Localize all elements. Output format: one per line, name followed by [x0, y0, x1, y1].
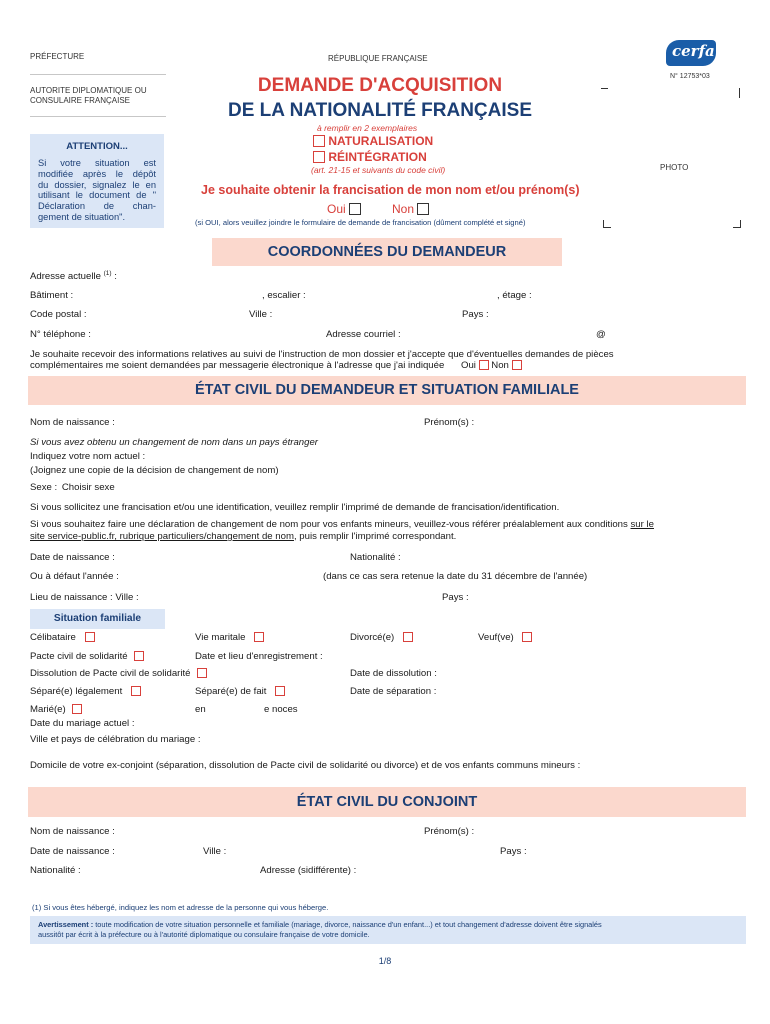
prefecture-label: PRÉFECTURE — [30, 52, 85, 61]
veuf-option[interactable] — [478, 632, 532, 643]
pacs-checkbox[interactable] — [134, 651, 144, 661]
etat-civil-band — [28, 376, 746, 405]
celibataire-option[interactable] — [30, 632, 95, 643]
etage-label: , étage : — [497, 290, 532, 301]
dissolution-pacs-option[interactable] — [30, 668, 207, 679]
conjoint-date-naissance-label: Date de naissance : — [30, 846, 115, 857]
separe-legalement-checkbox[interactable] — [131, 686, 141, 696]
autorite-line: AUTORITE DIPLOMATIQUE OU — [30, 86, 147, 95]
conjoint-title: ÉTAT CIVIL DU CONJOINT — [296, 794, 478, 810]
marie-option[interactable] — [30, 704, 82, 715]
attention-line: Si votre situation est — [38, 158, 156, 168]
attention-line: gement de situation". — [38, 211, 126, 222]
batiment-label: Bâtiment : — [30, 290, 74, 301]
service-public-link[interactable]: site service-public.fr, rubrique particuliers/changement de nom — [30, 531, 294, 542]
etat-civil-title: ÉTAT CIVIL DU DEMANDEUR ET SITUATION FAMILIALE — [195, 382, 579, 398]
cerfa-logo-text: cerfa — [672, 42, 715, 60]
escalier-label: , escalier : — [262, 290, 306, 301]
veuf-checkbox[interactable] — [522, 632, 532, 642]
changement-nom-note: Si vous avez obtenu un changement de nom dans un pays étranger — [30, 437, 319, 448]
coordonnees-title: COORDONNÉES DU DEMANDEUR — [267, 244, 507, 260]
conjoint-ville-label: Ville : — [203, 846, 227, 857]
avertissement-line-1 — [38, 920, 602, 929]
photo-corner — [733, 220, 741, 228]
lieu-mariage-label: Ville et pays de célébration du mariage : — [30, 734, 201, 745]
conjoint-prenoms-label: Prénom(s) : — [424, 826, 475, 837]
nom-actuel-label: Indiquez votre nom actuel : — [30, 451, 146, 462]
telephone-label: N° téléphone : — [30, 329, 91, 340]
conjoint-adresse-label: Adresse (sidifférente) : — [260, 865, 357, 876]
avertissement-line-2: aussitôt par écrit à la préfecture ou à l'autorité diplomatique ou consulaire française de votre domicile. — [38, 930, 370, 939]
celibataire-label: Célibataire — [30, 632, 76, 643]
date-enregistrement-label: Date et lieu d'enregistrement : — [195, 651, 323, 662]
sexe-label: Sexe : — [30, 482, 58, 493]
form-title — [0, 75, 770, 122]
divorce-checkbox[interactable] — [403, 632, 413, 642]
service-public-link[interactable]: sur le — [630, 519, 654, 530]
enfants-line-1 — [30, 519, 654, 530]
title-line-1: DEMANDE D'ACQUISITION — [257, 75, 503, 96]
noces-label: e noces — [264, 704, 298, 715]
date-separation-label: Date de séparation : — [350, 686, 437, 697]
defaut-annee-note: (dans ce cas sera retenue la date du 31 décembre de l'année) — [323, 571, 588, 582]
reintegration-checkbox[interactable] — [313, 151, 325, 163]
conjoint-nationalite-label: Nationalité : — [30, 865, 81, 876]
date-naissance-label: Date de naissance : — [30, 552, 115, 563]
separe-fait-checkbox[interactable] — [275, 686, 285, 696]
pacs-label: Pacte civil de solidarité — [30, 651, 128, 662]
veuf-label: Veuf(ve) — [478, 632, 514, 643]
situation-title: Situation familiale — [53, 613, 142, 624]
adresse-label — [30, 270, 117, 282]
option-reintegration[interactable] — [313, 150, 427, 164]
separe-legalement-option[interactable] — [30, 686, 141, 697]
attention-title: ATTENTION... — [66, 141, 128, 152]
consent-line-1: Je souhaite recevoir des informations relatives au suivi de l'instruction de mon dossier et j'accepte que d'éventuelles demandes de pièces — [30, 349, 614, 360]
vie-maritale-checkbox[interactable] — [254, 632, 264, 642]
consent-line-2-text: complémentaires me soient demandées par messagerie électronique à l'adresse que j'ai indiquée — [30, 360, 445, 371]
reintegration-label: RÉINTÉGRATION — [328, 150, 427, 164]
sexe-field — [30, 482, 115, 493]
francisation-question: Je souhaite obtenir la francisation de mon nom et/ou prénom(s) — [201, 183, 580, 197]
photo-corner — [735, 88, 740, 98]
avertissement-box — [30, 916, 746, 944]
attention-line: modifiée après le dépôt — [38, 168, 156, 179]
situation-band — [30, 609, 165, 629]
attention-text — [38, 158, 156, 223]
conjoint-band — [28, 787, 746, 817]
enfants-line-2 — [30, 531, 456, 542]
dissolution-pacs-label: Dissolution de Pacte civil de solidarité — [30, 668, 191, 679]
nationalite-label: Nationalité : — [350, 552, 401, 563]
footnote: (1) Si vous êtes hébergé, indiquez les nom et adresse de la personne qui vous héberge. — [32, 903, 329, 912]
autorite-line: CONSULAIRE FRANÇAISE — [30, 96, 131, 105]
consent-non-checkbox[interactable] — [512, 360, 522, 370]
separe-legalement-label: Séparé(e) légalement — [30, 686, 123, 697]
copies-note: à remplir en 2 exemplaires — [317, 123, 418, 133]
naturalisation-checkbox[interactable] — [313, 135, 325, 147]
adresse-text: Adresse actuelle — [30, 271, 101, 283]
date-dissolution-label: Date de dissolution : — [350, 668, 437, 679]
joindre-note: (Joignez une copie de la décision de changement de nom) — [30, 465, 279, 476]
separe-fait-label: Séparé(e) de fait — [195, 686, 267, 697]
divorce-label: Divorcé(e) — [350, 632, 395, 643]
francisation-non[interactable] — [392, 202, 429, 216]
vie-maritale-option[interactable] — [195, 632, 264, 643]
francisation-oui[interactable] — [327, 202, 361, 216]
vie-maritale-label: Vie maritale — [195, 632, 246, 643]
celibataire-checkbox[interactable] — [85, 632, 95, 642]
conjoint-pays-label: Pays : — [500, 846, 527, 857]
francisation-oui-label: Oui — [327, 202, 346, 216]
cerfa-logo — [666, 40, 716, 66]
francisation-oui-checkbox[interactable] — [349, 203, 361, 215]
consent-non-label: Non — [491, 360, 509, 371]
date-mariage-label: Date du mariage actuel : — [30, 718, 135, 729]
pays-naissance-label: Pays : — [442, 592, 469, 603]
francisation-note: (si OUI, alors veuillez joindre le formulaire de demande de francisation (dûment complété et signé) — [195, 218, 526, 227]
photo-corner — [603, 220, 611, 228]
marie-checkbox[interactable] — [72, 704, 82, 714]
page-number: 1/8 — [378, 956, 392, 966]
republique-label: RÉPUBLIQUE FRANÇAISE — [328, 54, 428, 63]
sexe-select[interactable]: Choisir sexe — [61, 482, 115, 493]
at-sign: @ — [596, 329, 606, 340]
pacs-option[interactable] — [30, 651, 144, 662]
avertissement-text: toute modification de votre situation personnelle et familiale (mariage, divorce, naissance d'un enfant...) et tout changement d'adresse doivent être signalés — [93, 920, 602, 929]
francisation-non-checkbox[interactable] — [417, 203, 429, 215]
attention-box — [30, 134, 164, 228]
enfants-text: , puis remplir l'imprimé correspondant. — [293, 531, 457, 542]
attention-line: Déclaration de chan- — [38, 201, 156, 212]
attention-line: utilisant le document de " — [38, 190, 156, 201]
adresse-colon: : — [114, 271, 117, 283]
lieu-naissance-label: Lieu de naissance : Ville : — [30, 592, 139, 603]
cerfa-number: N° 12753*03 — [670, 73, 710, 80]
domicile-ex-label: Domicile de votre ex-conjoint (séparation, dissolution de Pacte civil de solidarité ou divorce) et de vos enfants communs mineurs : — [30, 760, 581, 771]
en-label: en — [195, 704, 206, 715]
photo-corner — [601, 88, 608, 96]
title-line-2: DE LA NATIONALITÉ FRANÇAISE — [228, 100, 532, 121]
articles-note: (art. 21-15 et suivants du code civil) — [311, 165, 446, 175]
divorce-option[interactable] — [350, 632, 413, 643]
francisation-info: Si vous sollicitez une francisation et/ou une identification, veuillez remplir l'imprimé de demande de francisation/identification. — [30, 502, 560, 513]
consent-oui-label: Oui — [460, 360, 476, 371]
consent-oui-checkbox[interactable] — [479, 360, 489, 370]
courriel-label: Adresse courriel : — [326, 329, 401, 340]
pays-label: Pays : — [462, 309, 489, 320]
enfants-text: Si vous souhaitez faire une déclaration de changement de nom pour vos enfants mineurs, veuillez-vous référer préalablement aux conditions — [30, 519, 628, 530]
marie-label: Marié(e) — [30, 704, 66, 715]
defaut-annee-label: Ou à défaut l'année : — [30, 571, 119, 582]
ville-label: Ville : — [249, 309, 273, 320]
naturalisation-label: NATURALISATION — [328, 134, 434, 148]
nom-naissance-label: Nom de naissance : — [30, 417, 115, 428]
adresse-footnote-ref: (1) — [103, 270, 112, 277]
photo-label: PHOTO — [660, 163, 689, 172]
consent-line-2 — [30, 360, 522, 371]
dissolution-pacs-checkbox[interactable] — [197, 668, 207, 678]
code-postal-label: Code postal : — [30, 309, 87, 320]
prenoms-label: Prénom(s) : — [424, 417, 475, 428]
coordonnees-band — [212, 238, 562, 266]
separe-fait-option[interactable] — [195, 686, 285, 697]
option-naturalisation[interactable] — [313, 134, 433, 148]
francisation-non-label: Non — [392, 202, 415, 216]
conjoint-nom-label: Nom de naissance : — [30, 826, 115, 837]
avertissement-label: Avertissement : — [38, 920, 94, 929]
attention-line: du dossier, signalez le en — [38, 179, 156, 190]
